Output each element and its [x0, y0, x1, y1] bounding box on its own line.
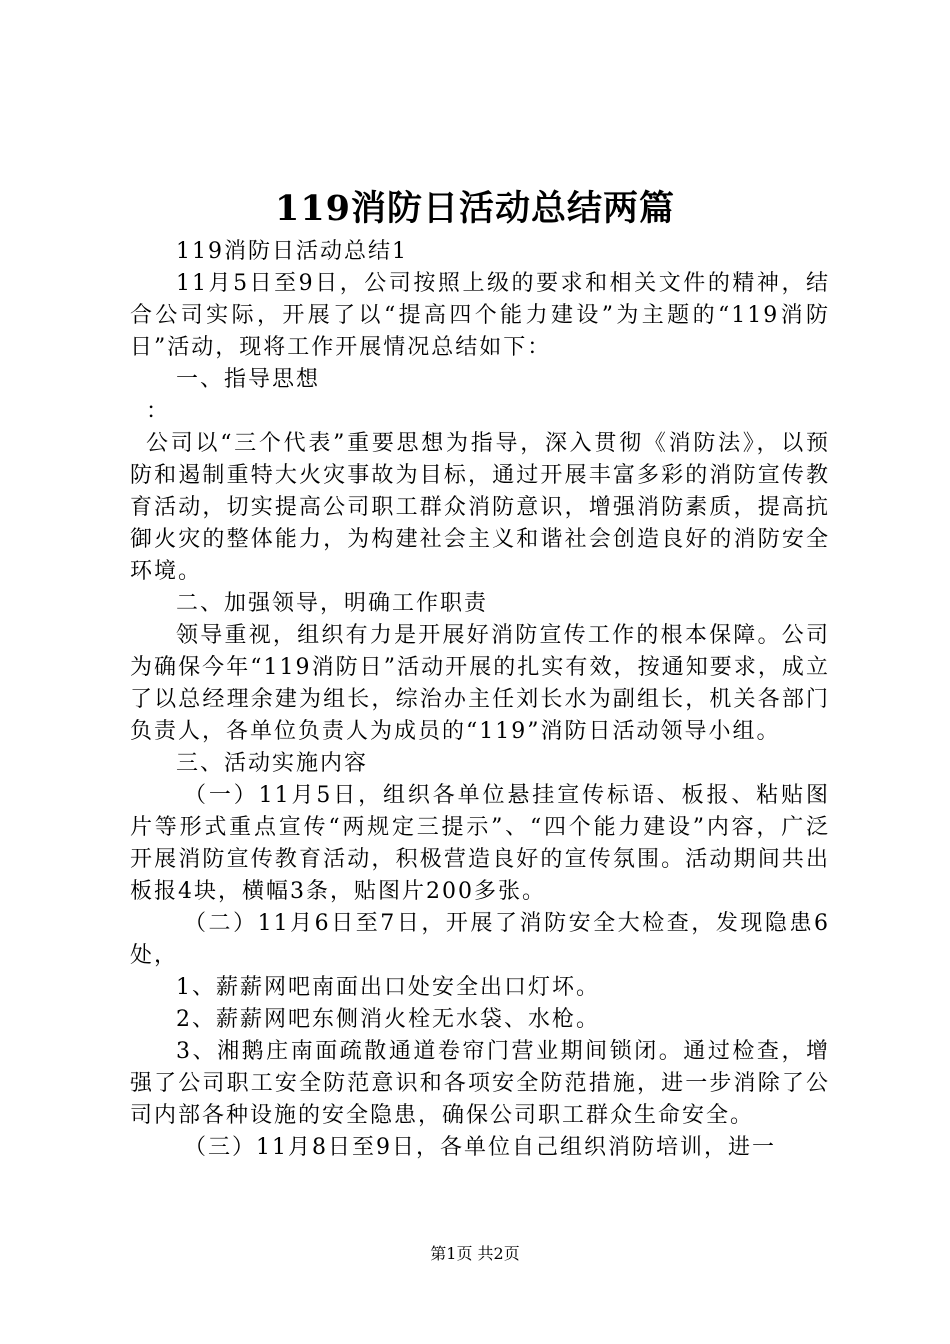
paragraph-intro: 11月5日至9日，公司按照上级的要求和相关文件的精神，结合公司实际，开展了以“提高四个能力建设”为主题的“119消防日”活动，现将工作开展情况总结如下： — [130, 271, 830, 360]
heading-leadership: 二、加强领导，明确工作职责 — [176, 591, 489, 616]
heading-activities: 三、活动实施内容 — [176, 751, 369, 776]
document-title: 119消防日活动总结两篇 — [274, 188, 676, 229]
page-footer: 第1页 共2页 — [430, 1244, 520, 1263]
paragraph-leadership: 领导重视，组织有力是开展好消防宣传工作的根本保障。公司为确保今年“119消防日”活动开展的扎实有效，按通知要求，成立了以总经理余建为组长，综治办主任刘长水为副组长，机关各部门负责人，各单位负责人为成员的“119”消防日活动领导小组。 — [130, 623, 830, 744]
list-item-hazard-1: 1、薪薪网吧南面出口处安全出口灯坏。 — [176, 975, 600, 1000]
list-item-hazard-2: 2、薪薪网吧东侧消火栓无水袋、水枪。 — [176, 1007, 600, 1032]
paragraph-activity-2: （二）11月6日至7日，开展了消防安全大检查，发现隐患6处， — [130, 911, 830, 968]
colon-line: ： — [146, 399, 171, 424]
list-item-hazard-3: 3、湘鹅庄南面疏散通道卷帘门营业期间锁闭。通过检查，增强了公司职工安全防范意识和各项安全防范措施，进一步消除了公司内部各种设施的安全隐患，确保公司职工群众生命安全。 — [130, 1039, 830, 1128]
document-body — [130, 236, 830, 1164]
section-subtitle: 119消防日活动总结1 — [176, 239, 408, 264]
paragraph-activity-3: （三）11月8日至9日，各单位自己组织消防培训，进一 — [184, 1135, 776, 1160]
paragraph-guiding-ideology: 公司以“三个代表”重要思想为指导，深入贯彻《消防法》，以预防和遏制重特大火灾事故为目标，通过开展丰富多彩的消防宣传教育活动，切实提高公司职工群众消防意识，增强消防素质，提高抗御火灾的整体能力，为构建社会主义和谐社会创造良好的消防安全环境。 — [130, 431, 830, 584]
heading-guiding-ideology: 一、指导思想 — [176, 367, 321, 392]
paragraph-activity-1: （一）11月5日，组织各单位悬挂宣传标语、板报、粘贴图片等形式重点宣传“两规定三提示”、“四个能力建设”内容，广泛开展消防宣传教育活动，积极营造良好的宣传氛围。活动期间共出板报4块，横幅3条，贴图片200多张。 — [130, 783, 830, 904]
